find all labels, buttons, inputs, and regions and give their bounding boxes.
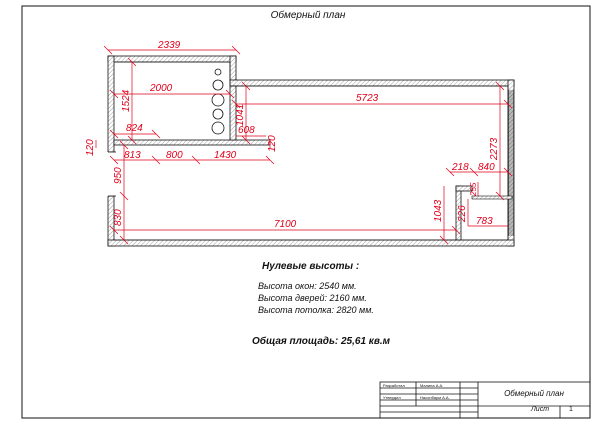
dim-830: 830: [113, 209, 124, 226]
dim-2339: 2339: [158, 40, 181, 51]
title-block: [380, 382, 590, 418]
dim-1430: 1430: [214, 150, 237, 161]
dim-120-left: 120: [85, 139, 96, 156]
stamp-approved-label: Утвердил: [383, 395, 401, 400]
dim-120-right: 120: [267, 135, 278, 152]
dim-950: 950: [113, 167, 124, 184]
dimension-labels: [85, 40, 500, 230]
total-area: Общая площадь: 25,61 кв.м: [252, 336, 391, 347]
sheet-frame: [22, 6, 590, 418]
bath-shelf: [472, 196, 512, 199]
dim-2000: 2000: [150, 83, 173, 94]
stamp-approved-name: Насонбарм А.А.: [420, 395, 450, 400]
note-doors: Высота дверей: 2160 мм.: [258, 293, 367, 303]
dim-840: 840: [478, 162, 495, 173]
dim-1524: 1524: [121, 89, 132, 112]
dim-7100: 7100: [274, 219, 297, 230]
sheet-title: Обмерный план: [270, 10, 346, 21]
dim-783: 783: [476, 216, 493, 227]
dim-824: 824: [126, 123, 143, 134]
stamp-sheet-title: Обмерный план: [504, 389, 564, 398]
dim-226: 226: [457, 205, 468, 222]
dim-5723: 5723: [356, 93, 379, 104]
dim-1041: 1041: [235, 103, 246, 126]
dim-813: 813: [124, 150, 141, 161]
stamp-list-number: 1: [569, 406, 573, 413]
dim-218: 218: [452, 162, 469, 173]
dim-1043: 1043: [433, 199, 444, 222]
riser-pipes: [212, 69, 224, 134]
note-ceiling: Высота потолка: 2820 мм.: [258, 305, 374, 315]
dim-255: 255: [469, 182, 478, 196]
note-windows: Высота окон: 2540 мм.: [258, 281, 357, 291]
stamp-developed-label: Разработал: [383, 383, 405, 388]
dim-608: 608: [238, 125, 255, 136]
dim-2273: 2273: [489, 137, 500, 160]
notes-heading: Нулевые высоты :: [262, 261, 360, 272]
dim-800: 800: [166, 150, 183, 161]
stamp-developed-name: Малина А.А.: [420, 383, 444, 388]
stamp-list-label: Лист: [531, 406, 550, 413]
